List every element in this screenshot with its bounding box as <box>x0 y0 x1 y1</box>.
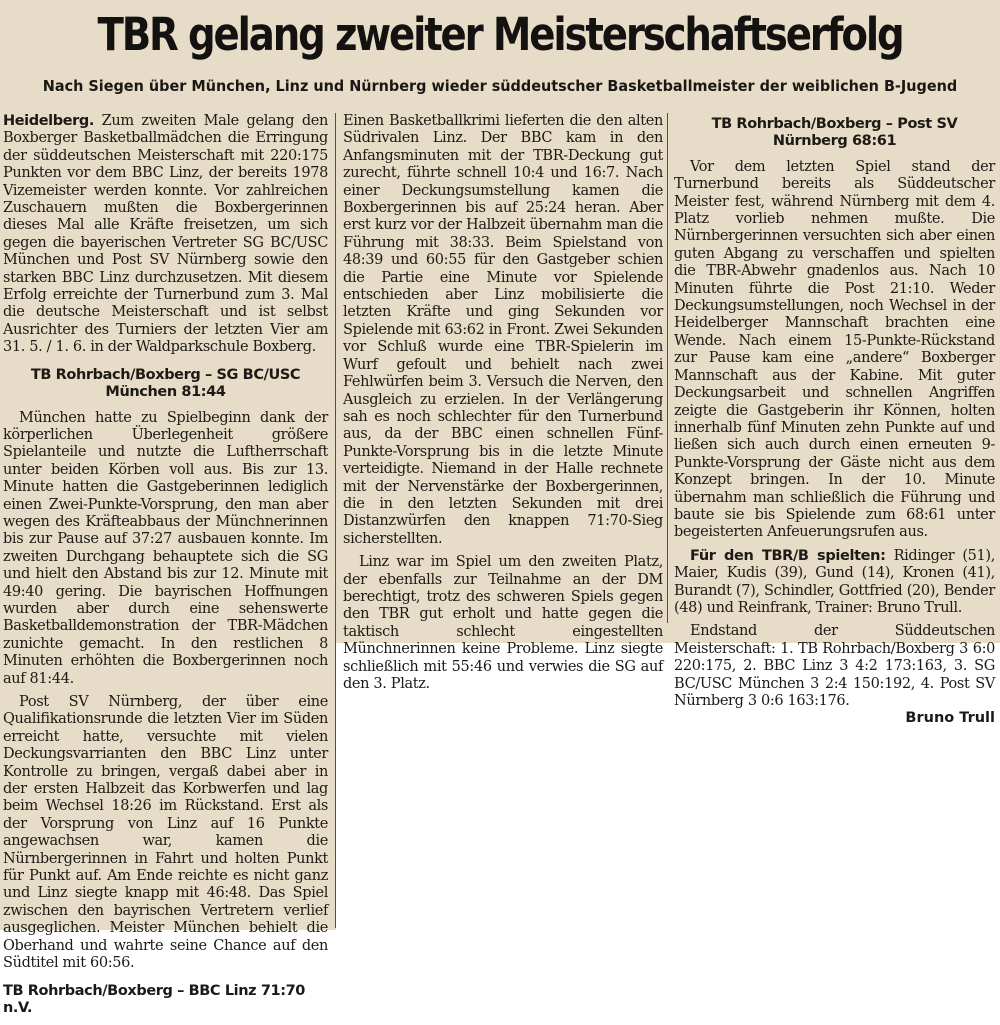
game1-heading: TB Rohrbach/Boxberg – SG BC/USC München 81:44 <box>30 366 301 401</box>
column-divider-2 <box>667 113 668 623</box>
intro-paragraph <box>3 113 328 357</box>
column-2 <box>343 113 663 693</box>
game1-paragraph-1: München hatte zu Spielbeginn dank der körperlichen Überlegenheit größere Spielanteile und nutzte die Luftherrschaft unter beiden Körben voll aus. Bis zur 13. Minute hatten die Gastgeberinnen lediglich einen Zwei-Punkte-Vorsprung, den man aber wegen des Kräfteabbaus der Münchnerinnen bis zur Pause auf 37:27 ausbauen konnte. Im zweiten Durchgang behauptete sich die SG und hielt den Abstand bis zur 12. Minute mit 49:40 gering. Die bayrischen Hoffnungen wurden aber durch eine sehenswerte Basketballdemonstration der TBR-Mädchen zunichte gemacht. In den restlichen 8 Minuten erhöhten die Boxbergerinnen noch auf 81:44. <box>3 409 328 687</box>
game1-paragraph-2: Post SV Nürnberg, der über eine Qualifikationsrunde die letzten Vier im Süden erreicht hatte, versuchte mit vielen Deckungsvarrianten den BBC Linz unter Kontrolle zu bringen, vergaß dabei aber in der ersten Halbzeit das Korbwerfen und lag beim Wechsel 18:26 im Rückstand. Erst als der Vorsprung von Linz auf 16 Punkte angewachsen war, kamen die Nürnbergerinnen in Fahrt und holten Punkt für Punkt auf. Am Ende reichte es nicht ganz und Linz siegte knapp mit 46:48. Das Spiel zwischen den bayrischen Vertretern verlief ausgeglichen. Meister München behielt die Oberhand und wahrte seine Chance auf den Südtitel mit 60:56. <box>3 694 328 972</box>
game3-paragraph-1: Vor dem letzten Spiel stand der Turnerbund bereits als Süddeutscher Meister fest, während Nürnberg mit dem 4. Platz vorlieb nehmen mußte. Die Nürnbergerinnen versuchten sich aber einen guten Abgang zu verschaffen und spielten die TBR-Abwehr gnadenlos aus. Nach 10 Minuten führte die Post 21:10. Weder Deckungsumstellungen, noch Wechsel in der Heidelberger Mannschaft brachten eine Wende. Nach einem 15-Punkte-Rückstand zur Pause kam eine „andere“ Boxberger Mannschaft aus der Kabine. Mit guter Deckungsarbeit und schnellen Angriffen zeigte die Gastgeberin ihr Können, holten innerhalb fünf Minuten zehn Punkte auf und ließen sich auch durch einen erneuten 9-Punkte-Vorsprung der Gäste nicht aus dem Konzept bringen. In der 10. Minute übernahm man schließlich die Führung und baute sie bis Spielende zum 68:61 unter begeisterten Anfeuerungsrufen aus. <box>674 158 995 541</box>
game2-paragraph-2: Linz war im Spiel um den zweiten Platz, der ebenfalls zur Teilnahme an der DM berechtigt, trotz des schweren Spiels gegen den TBR gut erholt und hatte gegen die taktisch schlecht eingestellten Münchnerinnen keine Probleme. Linz siegte schließlich mit 55:46 und verwies die SG auf den 3. Platz. <box>343 554 663 692</box>
game2-paragraph-1: Einen Basketballkrimi lieferten die den alten Südrivalen Linz. Der BBC kam in den Anfangsminuten mit der TBR-Deckung gut zurecht, führte schnell 10:4 und 16:7. Nach einer Deckungsumstellung kamen die Boxbergerinnen bis auf 25:24 heran. Aber erst kurz vor der Halbzeit übernahm man die Führung mit 38:33. Beim Spielstand von 48:39 und 60:55 für den Gastgeber schien die Partie eine Minute vor Spielende entschieden aber Linz mobilisierte die letzten Kräfte und ging Sekunden vor Spielende mit 63:62 in Front. Zwei Sekunden vor Schluß wurde eine TBR-Spielerin im Wurf gefoult und behielt nach zwei Fehlwürfen beim 3. Versuch die Nerven, den Ausgleich zu erzielen. In der Verlängerung sah es noch schlechter für den Turnerbund aus, da der BBC einen schnellen Fünf-Punkte-Vorsprung bis in die letzte Minute verteidigte. Niemand in der Halle rechnete mit der Nervenstärke der Boxbergerinnen, die in den letzten Sekunden mit drei Distanzwürfen den knappen 71:70-Sieg sicherstellten. <box>343 113 663 547</box>
players-list: Ridinger (51), Maier, Kudis (39), Gund (14), Kronen (41), Burandt (7), Schindler, Gottfried (20), Bender (48) und Reinfrank, Trainer: Bruno Trull. <box>674 547 995 616</box>
column-1 <box>3 113 328 1025</box>
dateline: Heidelberg. <box>3 113 94 129</box>
intro-text: Zum zweiten Male gelang den Boxberger Basketballmädchen die Erringung der süddeutschen Meisterschaft mit 220:175 Punkten vor dem BBC Linz, der bereits 1978 Vizemeister werden konnte. Vor zahlreichen Zuschauern mußten die Boxbergerinnen dieses Mal alle Kräfte freisetzen, um sich gegen die bayerischen Vertreter SG BC/USC München und Post SV Nürnberg sowie den starken BBC Linz durchzusetzen. Mit diesem Erfolg erreichte der Turnerbund zum 3. Mal die deutsche Meisterschaft und ist selbst Ausrichter des Turniers der letzten Vier am 31. 5. / 1. 6. in der Waldparkschule Boxberg. <box>3 113 328 356</box>
headline: TBR gelang zweiter Meisterschaftserfolg <box>97 8 903 61</box>
game2-heading: TB Rohrbach/Boxberg – BBC Linz 71:70 n.V. <box>3 982 305 1016</box>
column-3 <box>674 116 995 728</box>
game3-heading: TB Rohrbach/Boxberg – Post SV Nürnberg 68:61 <box>711 116 958 150</box>
standings-paragraph: Endstand der Süddeutschen Meisterschaft: 1. TB Rohrbach/Boxberg 3 6:0 220:175, 2. BBC Linz 3 4:2 173:163, 3. SG BC/USC München 3 2:4 150:192, 4. Post SV Nürnberg 3 0:6 163:176. <box>674 623 995 709</box>
players-label: Für den TBR/B spielten: <box>690 547 886 564</box>
subheadline: Nach Siegen über München, Linz und Nürnberg wieder süddeutscher Basketballmeister der weiblichen B-Jugend <box>42 77 958 95</box>
column-divider-1 <box>335 113 336 928</box>
players-paragraph <box>674 548 995 618</box>
author-byline: Bruno Trull <box>905 710 995 727</box>
